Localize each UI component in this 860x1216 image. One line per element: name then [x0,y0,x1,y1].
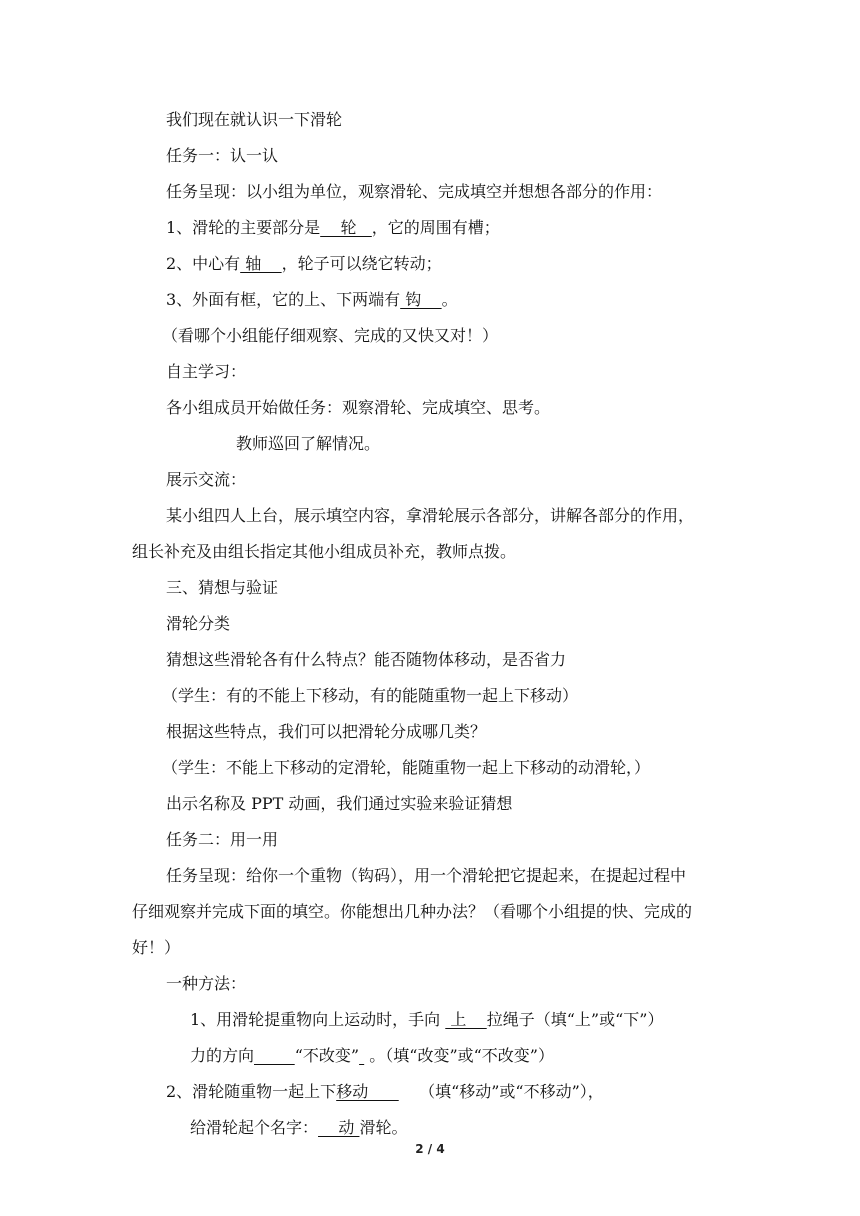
fill-blank-line [190,1010,663,1030]
text-line: 任务呈现：给你一个重物（钩码），用一个滑轮把它提起来，在提起过程中 [166,866,687,885]
fill-blank-line [190,1046,554,1066]
section-heading: 三、猜想与验证 [166,578,279,597]
text-line: 出示名称及 PPT 动画，我们通过实验来验证猜想 [166,794,513,813]
text-segment: 1、滑轮的主要部分是 [166,218,321,237]
answer-blank [254,1046,295,1065]
text-segment: 给滑轮起个名字： [190,1118,319,1137]
text-segment: 2、滑轮随重物一起上下 [166,1082,337,1101]
text-line: 教师巡回了解情况。 [236,434,381,453]
text-line: 各小组成员开始做任务：观察滑轮、完成填空、思考。 [166,398,551,417]
text-line: 猜想这些滑轮各有什么特点？能否随物体移动，是否省力 [166,650,567,669]
fill-blank-line [166,290,458,310]
answer-blank: 上 [445,1010,487,1029]
answer-blank: 轴 [240,254,282,273]
fill-blank-line [166,254,442,274]
text-segment: 力的方向 [190,1046,255,1065]
text-line: 我们现在就认识一下滑轮 [166,110,343,129]
section-heading: 展示交流： [166,470,247,489]
section-heading: 滑轮分类 [166,614,231,633]
fill-blank-line [166,218,500,238]
answer-blank: 移动 [336,1082,399,1101]
text-line: 任务呈现：以小组为单位，观察滑轮、完成填空并想想各部分的作用： [166,182,663,201]
text-segment: 1、用滑轮提重物向上运动时，手向 [190,1010,446,1029]
answer-blank: 轮 [320,218,372,237]
text-segment: 3、外面有框，它的上、下两端有 [166,290,401,309]
text-line: 某小组四人上台，展示填空内容，拿滑轮展示各部分，讲解各部分的作用， [166,506,695,525]
answer-blank: 钩 [400,290,442,309]
text-line: （学生：有的不能上下移动，有的能随重物一起上下移动） [162,686,579,705]
text-line: （学生：不能上下移动的定滑轮，能随重物一起上下移动的动滑轮，） [162,758,651,777]
text-segment: 拉绳子（填“上”或“下”） [486,1010,664,1029]
section-heading: 任务二：用一用 [166,830,279,849]
section-heading: 任务一：认一认 [166,146,279,165]
text-line: 好！） [132,938,181,957]
text-segment: 。 [441,290,458,309]
text-segment: “不改变” [294,1046,360,1065]
text-segment: 。（填“改变”或“不改变”） [364,1046,554,1065]
text-line: 组长补充及由组长指定其他小组成员补充，教师点拨。 [132,542,517,561]
answer-blank: 动 [318,1118,360,1137]
page-number: 2 / 4 [415,1142,445,1156]
text-segment: 2、中心有 [166,254,241,273]
text-segment: （填“移动”或“不移动”）， [398,1082,604,1101]
section-heading: 一种方法： [166,974,247,993]
text-line: （看哪个小组能仔细观察、完成的又快又对！） [162,326,499,345]
fill-blank-line [166,1082,604,1102]
text-segment: 滑轮。 [359,1118,408,1137]
text-line: 根据这些特点，我们可以把滑轮分成哪几类？ [166,722,487,741]
fill-blank-line [190,1118,407,1138]
text-line: 仔细观察并完成下面的填空。你能想出几种办法？（看哪个小组提的快、完成的 [132,902,693,921]
text-segment: ，它的周围有槽； [371,218,500,237]
section-heading: 自主学习： [166,362,247,381]
text-segment: ，轮子可以绕它转动； [281,254,442,273]
